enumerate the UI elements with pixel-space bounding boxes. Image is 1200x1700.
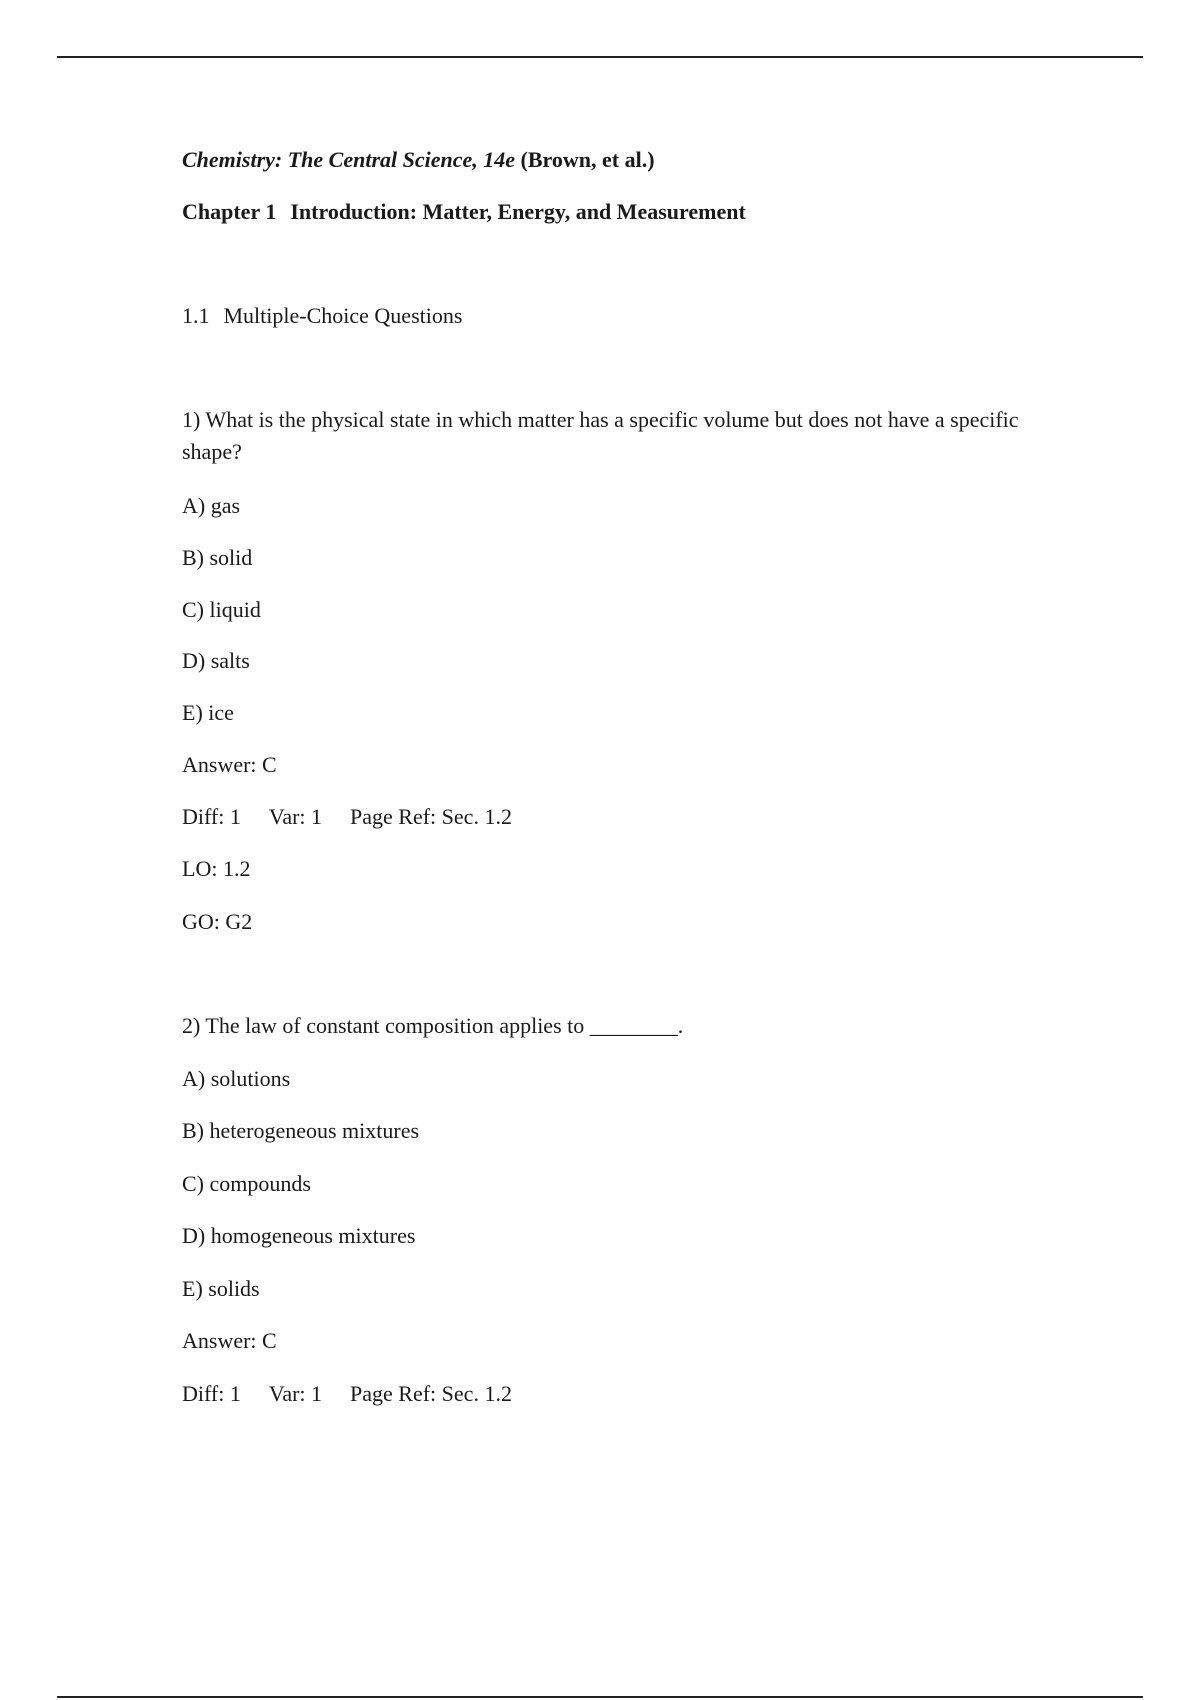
question-1-choice-d: D) salts <box>182 648 250 673</box>
answer-value: C <box>262 752 277 777</box>
book-title: Chemistry: The Central Science, 14e <box>182 147 516 172</box>
question-2-choice-b: B) heterogeneous mixtures <box>182 1118 420 1143</box>
question-2-choice-a: A) solutions <box>182 1066 291 1091</box>
section-heading <box>182 300 462 332</box>
top-rule <box>57 56 1143 58</box>
question-1-answer <box>182 749 277 781</box>
go-label: GO: <box>182 909 220 934</box>
book-authors: (Brown, et al.) <box>520 147 655 172</box>
question-1-meta <box>182 801 512 833</box>
diff-value: Diff: 1 <box>182 1381 241 1406</box>
question-1-stem: 1) What is the physical state in which matter has a specific volume but does not have a specific shape? <box>182 407 1019 464</box>
go-value: G2 <box>225 909 253 934</box>
section-number: 1.1 <box>182 303 210 328</box>
question-1-choice-a: A) gas <box>182 493 241 518</box>
section-title: Multiple-Choice Questions <box>223 303 463 328</box>
question-2-choice-c: C) compounds <box>182 1171 311 1196</box>
lo-value: 1.2 <box>222 856 251 881</box>
chapter-heading <box>182 196 746 228</box>
book-heading <box>182 144 655 176</box>
question-1-go <box>182 906 252 938</box>
bottom-rule <box>57 1696 1143 1698</box>
page-ref: Page Ref: Sec. 1.2 <box>350 804 512 829</box>
question-2-meta <box>182 1378 512 1410</box>
chapter-title: Introduction: Matter, Energy, and Measurement <box>290 199 746 224</box>
question-1-choice-b: B) solid <box>182 545 253 570</box>
diff-value: Diff: 1 <box>182 804 241 829</box>
question-1-choice-c: C) liquid <box>182 597 261 622</box>
answer-label: Answer: <box>182 752 257 777</box>
answer-label: Answer: <box>182 1328 257 1353</box>
chapter-number: Chapter 1 <box>182 199 277 224</box>
var-value: Var: 1 <box>268 1381 323 1406</box>
page-ref: Page Ref: Sec. 1.2 <box>350 1381 512 1406</box>
question-1-choice-e: E) ice <box>182 700 234 725</box>
question-2-choice-d: D) homogeneous mixtures <box>182 1223 416 1248</box>
question-2-stem: 2) The law of constant composition applies to ________. <box>182 1013 684 1038</box>
lo-label: LO: <box>182 856 218 881</box>
answer-value: C <box>262 1328 277 1353</box>
question-2-choice-e: E) solids <box>182 1276 260 1301</box>
var-value: Var: 1 <box>268 804 323 829</box>
question-2-answer <box>182 1325 277 1357</box>
question-1-lo <box>182 853 250 885</box>
